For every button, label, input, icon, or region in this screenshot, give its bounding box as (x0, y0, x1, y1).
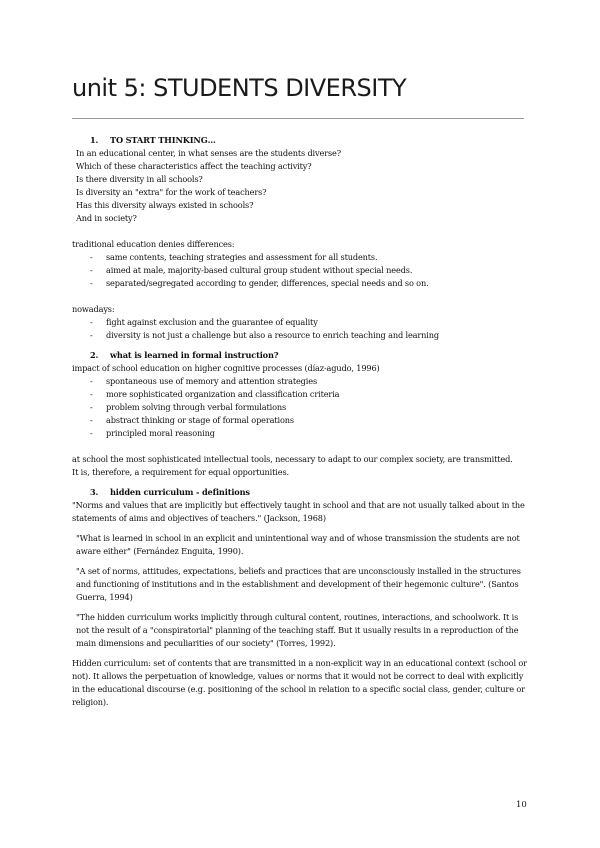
nowadays-intro: nowadays: (72, 304, 115, 314)
list-item: - separated/segregated according to gender, differences, special needs and so on. (90, 278, 429, 288)
traditional-intro: traditional education denies differences: (72, 239, 235, 249)
question-line: Which of these characteristics affect the teaching activity? (76, 161, 312, 171)
cognitive-processes-list (72, 375, 530, 440)
section-3-number: 3. (90, 487, 99, 497)
list-item: - fight against exclusion and the guarantee of equality (90, 317, 318, 327)
title-divider (72, 118, 524, 119)
question-line: And in society? (76, 213, 137, 223)
section-3-heading (90, 486, 530, 499)
question-line: In an educational center, in what senses are the students diverse? (76, 148, 341, 158)
traditional-list (72, 251, 530, 290)
list-item: - same contents, teaching strategies and assessment for all students. (90, 252, 378, 262)
page-number: 10 (516, 800, 527, 810)
list-item: - spontaneous use of memory and attention strategies (90, 376, 317, 386)
quote-torres: "The hidden curriculum works implicitly through cultural content, routines, interactions, and schoolwork. It is not the result of a "conspiratorial" planning of the teaching staff. But it usually results in a reproduction of the main dimensions and peculiarities of our society" (Torres, 1992). (76, 612, 519, 648)
section-1-questions (72, 147, 530, 225)
section-2-title: what is learned in formal instruction? (110, 350, 279, 360)
nowadays-list (72, 316, 530, 342)
list-item: - abstract thinking or stage of formal operations (90, 415, 294, 425)
quote-jackson: "Norms and values that are implicitly but effectively taught in school and that are not usually talked about in the statements of aims and objectives of teachers." (Jackson, 1968) (72, 500, 525, 523)
question-line: Is there diversity in all schools? (76, 174, 203, 184)
section-2-closing-line: at school the most sophisticated intellectual tools, necessary to adapt to our complex society, are transmitted. (72, 454, 513, 464)
list-item: - aimed at male, majority-based cultural group student without special needs. (90, 265, 413, 275)
section-2-intro: impact of school education on higher cognitive processes (díaz-agudo, 1996) (72, 363, 380, 373)
section-1-number: 1. (90, 135, 99, 145)
quote-santos-guerra: "A set of norms, attitudes, expectations, beliefs and practices that are unconsciously installed in the structures and functioning of institutions and in the establishment and development of their hegemonic culture". (Santos Guerra, 1994) (76, 566, 521, 602)
section-2-closing-line: It is, therefore, a requirement for equal opportunities. (72, 467, 289, 477)
list-item: - principled moral reasoning (90, 428, 215, 438)
section-2-heading (90, 349, 530, 362)
section-1-title: TO START THINKING… (110, 135, 216, 145)
document-body (72, 134, 530, 709)
question-line: Has this diversity always existed in schools? (76, 200, 254, 210)
page-title: unit 5: STUDENTS DIVERSITY (72, 74, 407, 102)
list-item: - diversity is not just a challenge but also a resource to enrich teaching and learning (90, 330, 439, 340)
quote-fernandez-enguita: "What is learned in school in an explicit and unintentional way and of whose transmission the students are not aware either" (Fernández Enguita, 1990). (76, 533, 520, 556)
list-item: - problem solving through verbal formulations (90, 402, 287, 412)
list-item: - more sophisticated organization and classification criteria (90, 389, 340, 399)
question-line: Is diversity an "extra" for the work of teachers? (76, 187, 267, 197)
section-1-heading (90, 134, 530, 147)
section-3-title: hidden curriculum - definitions (110, 487, 250, 497)
hidden-curriculum-summary: Hidden curriculum: set of contents that are transmitted in a non-explicit way in an educational context (school or not). It allows the perpetuation of knowledge, values or norms that it would not be correct to deal with explicitly in the educational discourse (e.g. positioning of the school in relation to a specific social class, gender, culture or religion). (72, 658, 527, 707)
section-2-number: 2. (90, 350, 99, 360)
